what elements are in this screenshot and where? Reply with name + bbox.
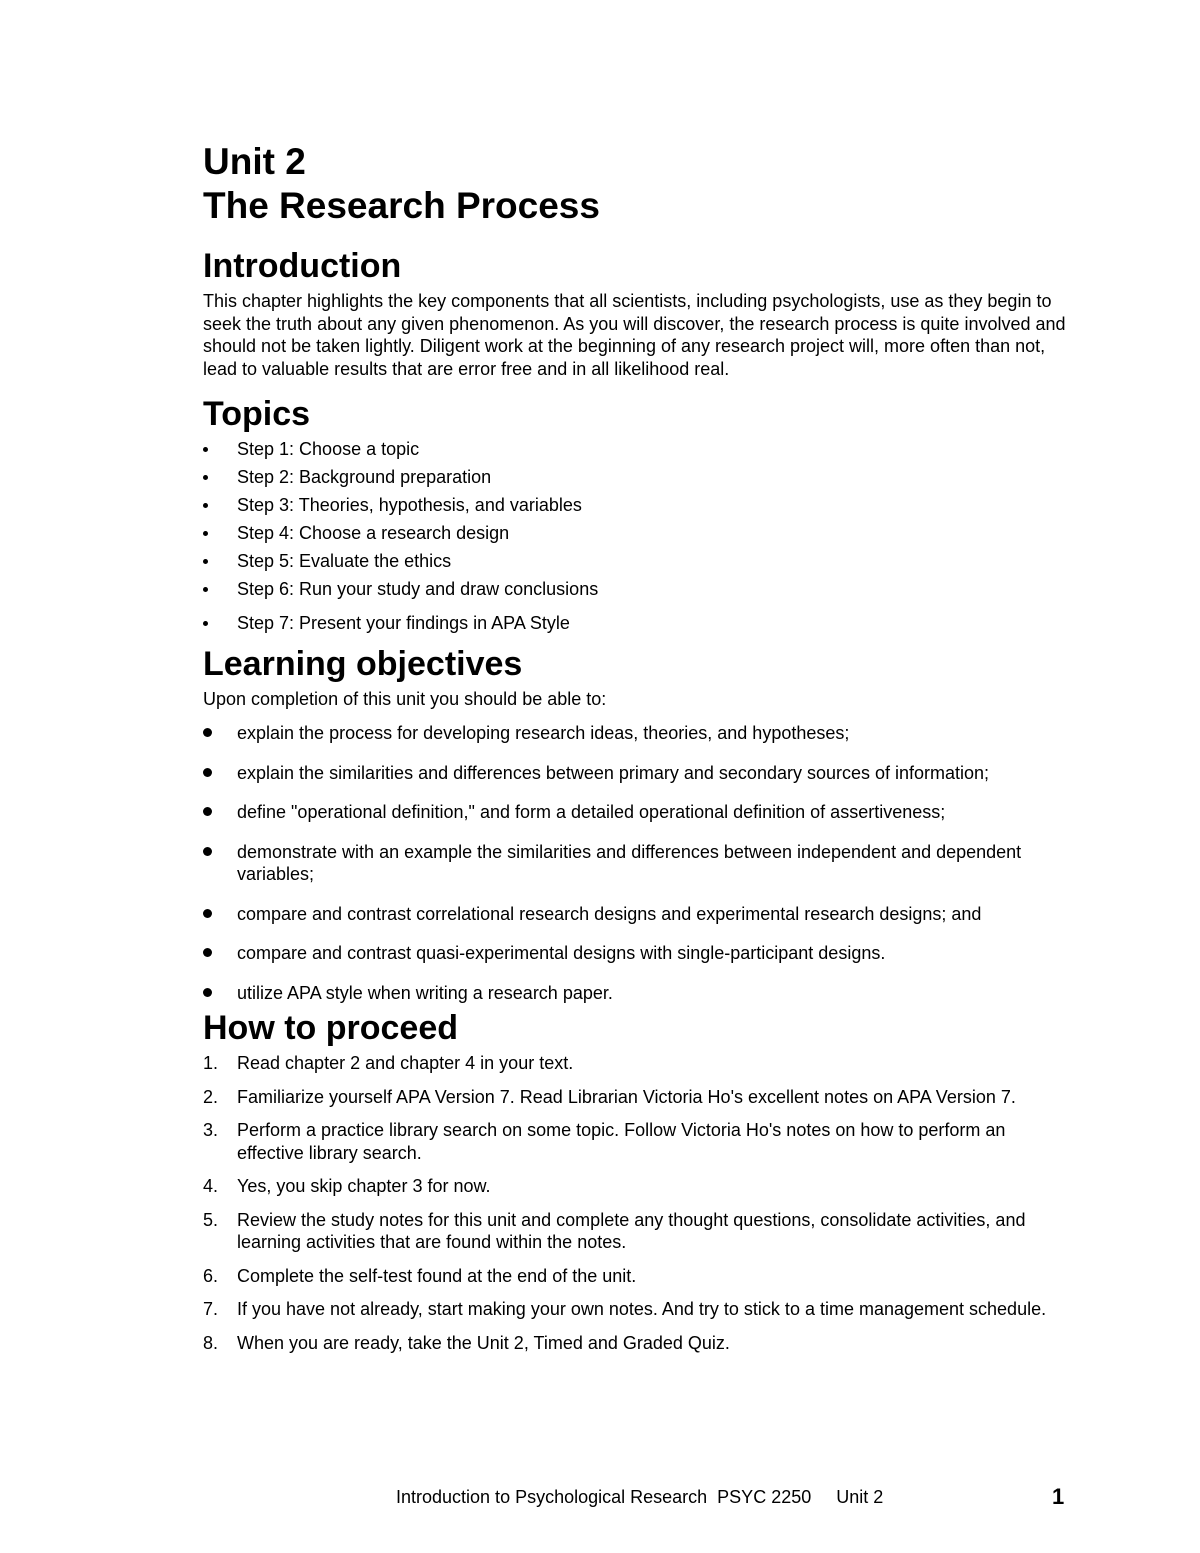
list-item bbox=[203, 466, 1073, 488]
list-item bbox=[203, 550, 1073, 572]
objective-text: demonstrate with an example the similarities and differences between independent and dependent variables; bbox=[237, 841, 1022, 884]
list-item bbox=[203, 1265, 1073, 1288]
document-title: The Research Process bbox=[203, 185, 600, 226]
bullet-icon bbox=[203, 988, 212, 997]
step-number: 3. bbox=[203, 1120, 219, 1140]
topic-text: Step 6: Run your study and draw conclusions bbox=[237, 579, 599, 599]
list-item bbox=[203, 903, 1073, 926]
bullet-icon bbox=[203, 728, 212, 737]
bullet-icon bbox=[203, 531, 208, 536]
list-item bbox=[203, 578, 1073, 600]
step-text: When you are ready, take the Unit 2, Timed and Graded Quiz. bbox=[237, 1332, 730, 1353]
bullet-icon bbox=[203, 948, 212, 957]
document-page bbox=[203, 140, 1073, 1365]
list-item bbox=[203, 982, 1073, 1005]
bullet-icon bbox=[203, 503, 208, 508]
list-item bbox=[203, 762, 1073, 785]
topic-text: Step 7: Present your findings in APA Style bbox=[237, 613, 570, 633]
list-item bbox=[203, 1086, 1073, 1109]
bullet-icon bbox=[203, 559, 208, 564]
bullet-icon bbox=[203, 768, 212, 777]
step-number: 6. bbox=[203, 1265, 219, 1286]
list-item bbox=[203, 942, 1073, 965]
introduction-heading: Introduction bbox=[203, 247, 402, 285]
step-number: 5. bbox=[203, 1209, 219, 1230]
introduction-text: This chapter highlights the key components that all scientists, including psychologists, use as they begin to seek the truth about any given phenomenon. As you will discover, the research process is quite involved and should not be taken lightly. Diligent work at the beginning of any research project will, more often than not, lead to valuable results that are error free and in all likelihood real. bbox=[203, 291, 1066, 379]
topic-text: Step 5: Evaluate the ethics bbox=[237, 551, 452, 571]
list-item bbox=[203, 1298, 1073, 1321]
proceed-list bbox=[203, 1052, 1073, 1354]
bullet-icon bbox=[203, 587, 208, 592]
list-item bbox=[203, 1119, 1073, 1164]
proceed-heading: How to proceed bbox=[203, 1009, 459, 1047]
objectives-list bbox=[203, 722, 1073, 1004]
topic-text: Step 4: Choose a research design bbox=[237, 523, 510, 543]
bullet-icon bbox=[203, 909, 212, 918]
objective-text: explain the process for developing research ideas, theories, and hypotheses; bbox=[237, 723, 850, 743]
list-item bbox=[203, 494, 1073, 516]
list-item bbox=[203, 1209, 1073, 1254]
topic-text: Step 2: Background preparation bbox=[237, 467, 492, 487]
step-number: 7. bbox=[203, 1299, 219, 1319]
step-text: Review the study notes for this unit and complete any thought questions, consolidate activities, and learning activities that are found within the notes. bbox=[237, 1209, 1026, 1252]
topics-heading: Topics bbox=[203, 395, 311, 433]
topics-list bbox=[203, 438, 1073, 634]
step-text: Familiarize yourself APA Version 7. Read Librarian Victoria Ho's excellent notes on APA Version 7. bbox=[237, 1086, 1016, 1107]
bullet-icon bbox=[203, 847, 212, 856]
objectives-heading: Learning objectives bbox=[203, 645, 523, 683]
bullet-icon bbox=[203, 807, 212, 816]
step-number: 2. bbox=[203, 1086, 219, 1107]
topic-text: Step 1: Choose a topic bbox=[237, 439, 420, 459]
list-item bbox=[203, 1052, 1073, 1075]
list-item bbox=[203, 612, 1073, 634]
step-text: Complete the self-test found at the end of the unit. bbox=[237, 1265, 637, 1286]
step-text: Perform a practice library search on some topic. Follow Victoria Ho's notes on how to perform an effective library search. bbox=[237, 1120, 1006, 1163]
unit-label: Unit 2 bbox=[203, 141, 306, 182]
step-text: Yes, you skip chapter 3 for now. bbox=[237, 1176, 491, 1196]
list-item bbox=[203, 1332, 1073, 1355]
objectives-lead: Upon completion of this unit you should be able to: bbox=[203, 689, 607, 709]
step-number: 4. bbox=[203, 1176, 219, 1196]
objective-text: define "operational definition," and form a detailed operational definition of assertiveness; bbox=[237, 802, 946, 822]
list-item bbox=[203, 841, 1073, 886]
step-number: 8. bbox=[203, 1332, 219, 1353]
objective-text: utilize APA style when writing a research paper. bbox=[237, 982, 613, 1003]
list-item bbox=[203, 522, 1073, 544]
objective-text: compare and contrast correlational research designs and experimental research designs; and bbox=[237, 903, 982, 924]
list-item bbox=[203, 438, 1073, 460]
bullet-icon bbox=[203, 475, 208, 480]
topic-text: Step 3: Theories, hypothesis, and variables bbox=[237, 495, 582, 515]
list-item bbox=[203, 801, 1073, 824]
objective-text: compare and contrast quasi-experimental designs with single-participant designs. bbox=[237, 943, 886, 963]
step-number: 1. bbox=[203, 1053, 219, 1073]
list-item bbox=[203, 1175, 1073, 1198]
bullet-icon bbox=[203, 621, 208, 626]
step-text: If you have not already, start making your own notes. And try to stick to a time management schedule. bbox=[237, 1299, 1047, 1319]
bullet-icon bbox=[203, 447, 208, 452]
objective-text: explain the similarities and differences between primary and secondary sources of information; bbox=[237, 762, 990, 783]
page-number: 1 bbox=[1052, 1484, 1065, 1509]
page-footer: Introduction to Psychological Research PSYC 2250 Unit 2 bbox=[396, 1487, 884, 1507]
step-text: Read chapter 2 and chapter 4 in your text. bbox=[237, 1053, 574, 1073]
list-item bbox=[203, 722, 1073, 745]
